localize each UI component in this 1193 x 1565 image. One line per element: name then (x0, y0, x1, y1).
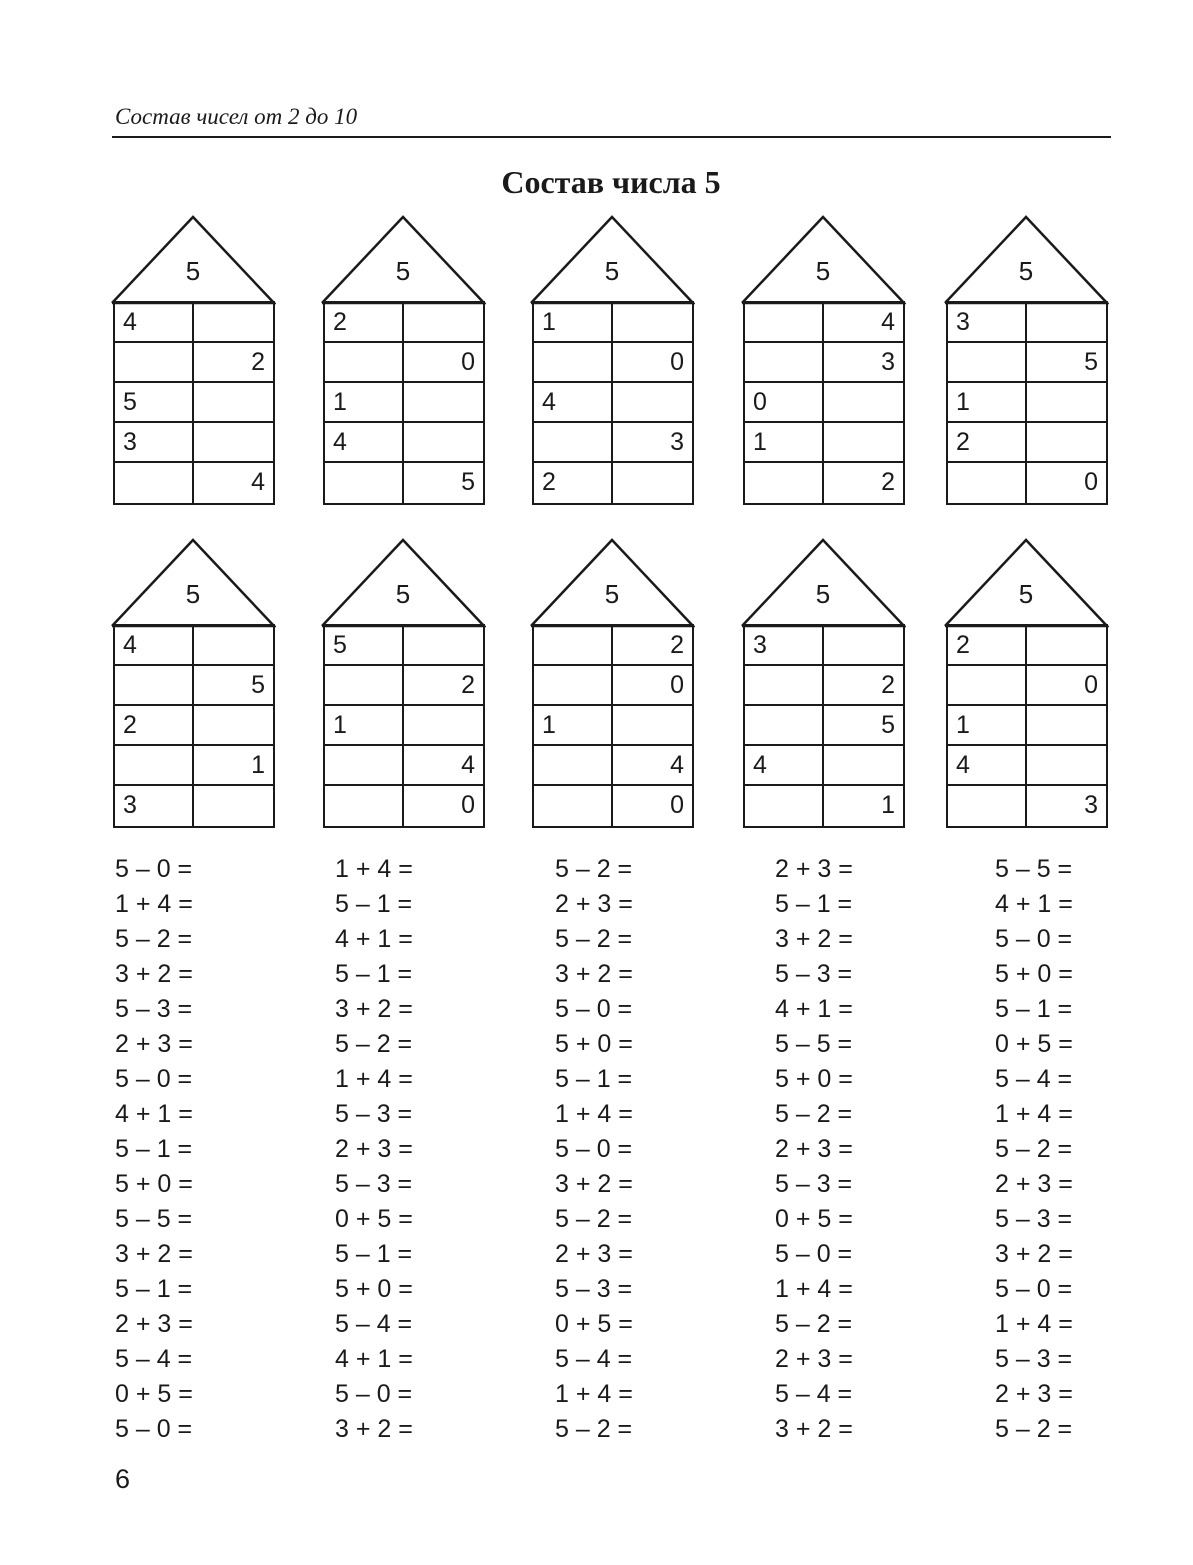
house-cell[interactable] (404, 626, 483, 666)
house-cell[interactable] (745, 343, 824, 383)
house-cell[interactable]: 3 (824, 343, 903, 383)
house-cell[interactable] (115, 463, 194, 503)
exercise-item: 2 + 3 = (555, 1240, 633, 1268)
exercise-item: 5 – 1 = (555, 1065, 633, 1093)
house-cell[interactable]: 3 (745, 626, 824, 666)
exercise-item: 5 – 2 = (555, 925, 633, 953)
house-cell[interactable]: 1 (534, 303, 613, 343)
running-head: Состав чисел от 2 до 10 (115, 104, 358, 129)
house-cell[interactable] (824, 746, 903, 786)
house-cell[interactable]: 5 (325, 626, 404, 666)
page-title: Состав числа 5 (501, 164, 721, 200)
house-cell[interactable] (824, 383, 903, 423)
house-cell[interactable]: 2 (948, 423, 1027, 463)
exercise-item: 5 – 2 = (555, 1415, 633, 1443)
house-cell[interactable]: 3 (1084, 791, 1098, 819)
house-cell[interactable]: 5 (194, 666, 273, 706)
roof-number: 5 (815, 579, 831, 609)
house-cell[interactable] (745, 706, 824, 746)
house-cell[interactable] (948, 463, 1027, 503)
exercise-item: 4 + 1 = (335, 1345, 413, 1373)
exercise-item: 2 + 3 = (115, 1030, 193, 1058)
house-cell[interactable] (1027, 383, 1106, 423)
exercise-item: 5 – 3 = (335, 1170, 413, 1198)
exercise-item: 5 – 0 = (335, 1380, 413, 1408)
number-house (740, 537, 906, 829)
exercise-item: 5 – 2 = (775, 1100, 853, 1128)
exercise-item: 4 + 1 = (115, 1100, 193, 1128)
number-house (529, 214, 695, 506)
house-cell[interactable] (613, 383, 692, 423)
exercise-item: 4 + 1 = (995, 890, 1073, 918)
exercise-item: 5 – 0 = (115, 855, 193, 883)
house-cell[interactable]: 0 (613, 666, 692, 706)
house-cell[interactable]: 2 (613, 626, 692, 666)
house-cell[interactable]: 0 (404, 343, 483, 383)
house-cell[interactable]: 2 (881, 468, 895, 496)
house-cell[interactable]: 3 (115, 423, 194, 463)
house-cell[interactable]: 5 (824, 706, 903, 746)
exercise-item: 5 – 3 = (995, 1345, 1073, 1373)
house-cell[interactable]: 5 (461, 468, 475, 496)
house-cell[interactable] (194, 383, 273, 423)
exercise-item: 3 + 2 = (115, 960, 193, 988)
house-cell[interactable]: 3 (115, 786, 194, 826)
exercise-item: 5 – 1 = (995, 995, 1073, 1023)
number-house (320, 537, 486, 829)
exercise-item: 5 – 3 = (115, 995, 193, 1023)
exercise-item: 5 – 3 = (775, 1170, 853, 1198)
house-cell[interactable]: 1 (194, 746, 273, 786)
exercise-item: 3 + 2 = (555, 960, 633, 988)
house-cell[interactable] (534, 786, 613, 826)
house-cell[interactable]: 0 (670, 791, 684, 819)
exercise-item: 5 – 1 = (335, 960, 413, 988)
house-grid (532, 301, 694, 505)
exercise-column (115, 852, 193, 1447)
exercise-item: 5 – 3 = (775, 960, 853, 988)
roof-number: 5 (185, 579, 201, 609)
exercise-item: 1 + 4 = (115, 890, 193, 918)
exercise-item: 2 + 3 = (995, 1380, 1073, 1408)
house-cell[interactable] (534, 666, 613, 706)
house-cell[interactable]: 1 (325, 383, 404, 423)
exercise-item: 3 + 2 = (555, 1170, 633, 1198)
roof-number: 5 (395, 256, 411, 286)
house-cell[interactable] (1027, 303, 1106, 343)
exercise-item: 1 + 4 = (995, 1100, 1073, 1128)
exercise-item: 5 – 0 = (115, 1415, 193, 1443)
house-cell[interactable]: 4 (251, 468, 265, 496)
house-cell[interactable]: 2 (194, 343, 273, 383)
house-cell[interactable]: 0 (461, 791, 475, 819)
house-grid (323, 624, 485, 828)
exercise-item: 0 + 5 = (995, 1030, 1073, 1058)
house-cell[interactable]: 3 (613, 423, 692, 463)
exercise-item: 5 – 3 = (995, 1205, 1073, 1233)
house-grid (946, 624, 1108, 828)
exercise-item: 2 + 3 = (555, 890, 633, 918)
exercise-item: 5 – 5 = (775, 1030, 853, 1058)
house-cell[interactable] (1027, 626, 1106, 666)
house-cell[interactable]: 4 (534, 383, 613, 423)
exercise-item: 5 – 0 = (775, 1240, 853, 1268)
house-cell[interactable] (194, 303, 273, 343)
exercise-item: 5 – 4 = (995, 1065, 1073, 1093)
number-house (740, 214, 906, 506)
exercise-item: 1 + 4 = (775, 1275, 853, 1303)
house-cell[interactable] (115, 666, 194, 706)
exercise-item: 5 + 0 = (995, 960, 1073, 988)
exercise-item: 4 + 1 = (335, 925, 413, 953)
exercise-item: 5 – 2 = (775, 1310, 853, 1338)
exercise-item: 5 – 2 = (995, 1135, 1073, 1163)
exercise-item: 5 – 0 = (995, 925, 1073, 953)
house-cell[interactable]: 1 (881, 791, 895, 819)
house-cell[interactable]: 0 (613, 343, 692, 383)
roof-number: 5 (1018, 256, 1034, 286)
exercise-item: 2 + 3 = (335, 1135, 413, 1163)
exercise-item: 1 + 4 = (555, 1380, 633, 1408)
exercise-item: 5 – 3 = (335, 1100, 413, 1128)
house-cell[interactable] (325, 786, 404, 826)
house-cell[interactable]: 2 (115, 706, 194, 746)
roof-number: 5 (395, 579, 411, 609)
exercise-item: 5 – 1 = (335, 890, 413, 918)
house-grid (323, 301, 485, 505)
roof-number: 5 (185, 256, 201, 286)
house-cell[interactable]: 4 (115, 303, 194, 343)
exercise-item: 5 – 5 = (115, 1205, 193, 1233)
house-cell[interactable] (534, 746, 613, 786)
exercise-item: 1 + 4 = (335, 1065, 413, 1093)
exercise-item: 3 + 2 = (775, 1415, 853, 1443)
house-grid (113, 624, 275, 828)
house-cell[interactable]: 4 (325, 423, 404, 463)
header-rule (112, 136, 1111, 138)
exercise-item: 3 + 2 = (335, 1415, 413, 1443)
house-grid (946, 301, 1108, 505)
exercise-item: 5 – 3 = (555, 1275, 633, 1303)
house-cell[interactable] (404, 303, 483, 343)
house-cell[interactable] (745, 786, 824, 826)
house-grid (743, 301, 905, 505)
exercise-item: 5 + 0 = (335, 1275, 413, 1303)
house-cell[interactable]: 4 (404, 746, 483, 786)
house-cell[interactable]: 4 (613, 746, 692, 786)
exercise-item: 3 + 2 = (995, 1240, 1073, 1268)
house-cell[interactable]: 5 (1027, 343, 1106, 383)
house-cell[interactable] (325, 463, 404, 503)
house-cell[interactable]: 4 (115, 626, 194, 666)
exercise-item: 0 + 5 = (115, 1380, 193, 1408)
number-house (943, 214, 1109, 506)
house-cell[interactable] (194, 423, 273, 463)
exercise-item: 5 – 5 = (995, 855, 1073, 883)
house-cell[interactable]: 2 (824, 666, 903, 706)
house-cell[interactable] (325, 746, 404, 786)
house-cell[interactable]: 0 (1084, 468, 1098, 496)
house-cell[interactable] (115, 746, 194, 786)
house-cell[interactable] (534, 343, 613, 383)
house-cell[interactable]: 3 (948, 303, 1027, 343)
roof-number: 5 (1018, 579, 1034, 609)
exercise-item: 5 – 2 = (995, 1415, 1073, 1443)
exercise-item: 0 + 5 = (335, 1205, 413, 1233)
number-house (110, 537, 276, 829)
house-cell[interactable] (404, 706, 483, 746)
exercise-item: 5 + 0 = (115, 1170, 193, 1198)
exercise-item: 2 + 3 = (775, 1345, 853, 1373)
house-cell[interactable] (325, 666, 404, 706)
exercise-column (995, 852, 1073, 1447)
exercise-item: 5 – 4 = (775, 1380, 853, 1408)
exercise-item: 5 – 1 = (115, 1135, 193, 1163)
house-cell[interactable] (948, 343, 1027, 383)
house-cell[interactable] (824, 423, 903, 463)
page-number: 6 (115, 1464, 131, 1494)
exercise-item: 5 – 0 = (555, 1135, 633, 1163)
house-cell[interactable]: 5 (115, 383, 194, 423)
house-cell[interactable] (194, 706, 273, 746)
house-grid (743, 624, 905, 828)
house-cell[interactable] (534, 423, 613, 463)
house-cell[interactable] (115, 343, 194, 383)
exercise-item: 2 + 3 = (775, 1135, 853, 1163)
house-cell[interactable] (194, 786, 273, 826)
house-cell[interactable]: 1 (534, 706, 613, 746)
exercise-item: 0 + 5 = (775, 1205, 853, 1233)
exercise-item: 5 – 4 = (335, 1310, 413, 1338)
house-cell[interactable]: 2 (948, 626, 1027, 666)
house-cell[interactable] (404, 383, 483, 423)
house-cell[interactable]: 4 (948, 746, 1027, 786)
exercise-item: 5 – 1 = (775, 890, 853, 918)
number-house (110, 214, 276, 506)
exercise-item: 5 – 0 = (995, 1275, 1073, 1303)
exercise-column (335, 852, 413, 1447)
house-cell[interactable] (824, 626, 903, 666)
house-cell[interactable]: 0 (745, 383, 824, 423)
house-cell[interactable] (948, 786, 1027, 826)
exercise-item: 1 + 4 = (555, 1100, 633, 1128)
house-cell[interactable] (745, 463, 824, 503)
house-cell[interactable]: 4 (824, 303, 903, 343)
exercise-item: 5 – 2 = (555, 1205, 633, 1233)
house-cell[interactable]: 4 (745, 746, 824, 786)
exercise-item: 5 + 0 = (555, 1030, 633, 1058)
house-cell[interactable] (534, 626, 613, 666)
exercise-item: 3 + 2 = (775, 925, 853, 953)
exercise-item: 2 + 3 = (115, 1310, 193, 1338)
house-cell[interactable]: 0 (1027, 666, 1106, 706)
exercise-item: 1 + 4 = (335, 855, 413, 883)
house-cell[interactable] (1027, 423, 1106, 463)
roof-number: 5 (604, 256, 620, 286)
exercise-item: 5 – 1 = (115, 1275, 193, 1303)
house-cell[interactable] (404, 423, 483, 463)
exercise-column (555, 852, 633, 1447)
exercise-item: 5 – 2 = (335, 1030, 413, 1058)
number-house (529, 537, 695, 829)
house-cell[interactable]: 2 (534, 463, 613, 503)
exercise-item: 4 + 1 = (775, 995, 853, 1023)
house-cell[interactable] (613, 706, 692, 746)
house-cell[interactable] (1027, 746, 1106, 786)
number-house (320, 214, 486, 506)
house-cell[interactable]: 1 (948, 383, 1027, 423)
exercise-item: 3 + 2 = (335, 995, 413, 1023)
house-cell[interactable] (325, 343, 404, 383)
house-grid (532, 624, 694, 828)
house-cell[interactable] (613, 303, 692, 343)
exercise-column (775, 852, 853, 1447)
house-cell[interactable]: 1 (948, 706, 1027, 746)
roof-number: 5 (815, 256, 831, 286)
roof-number: 5 (604, 579, 620, 609)
house-grid (113, 301, 275, 505)
house-cell[interactable]: 1 (745, 423, 824, 463)
house-cell[interactable] (194, 626, 273, 666)
exercise-item: 1 + 4 = (995, 1310, 1073, 1338)
exercise-item: 2 + 3 = (995, 1170, 1073, 1198)
house-cell[interactable] (1027, 706, 1106, 746)
exercise-item: 5 – 2 = (115, 925, 193, 953)
exercise-item: 3 + 2 = (115, 1240, 193, 1268)
exercise-item: 0 + 5 = (555, 1310, 633, 1338)
house-cell[interactable]: 2 (325, 303, 404, 343)
exercise-item: 5 – 0 = (115, 1065, 193, 1093)
exercise-item: 2 + 3 = (775, 855, 853, 883)
exercise-item: 5 – 0 = (555, 995, 633, 1023)
number-house (943, 537, 1109, 829)
exercise-item: 5 – 4 = (115, 1345, 193, 1373)
house-cell[interactable]: 2 (404, 666, 483, 706)
house-cell[interactable] (745, 666, 824, 706)
house-cell[interactable]: 1 (325, 706, 404, 746)
house-cell[interactable] (613, 463, 692, 503)
exercise-item: 5 – 2 = (555, 855, 633, 883)
exercise-item: 5 – 1 = (335, 1240, 413, 1268)
house-cell[interactable] (948, 666, 1027, 706)
house-cell[interactable] (745, 303, 824, 343)
exercise-item: 5 – 4 = (555, 1345, 633, 1373)
exercise-item: 5 + 0 = (775, 1065, 853, 1093)
